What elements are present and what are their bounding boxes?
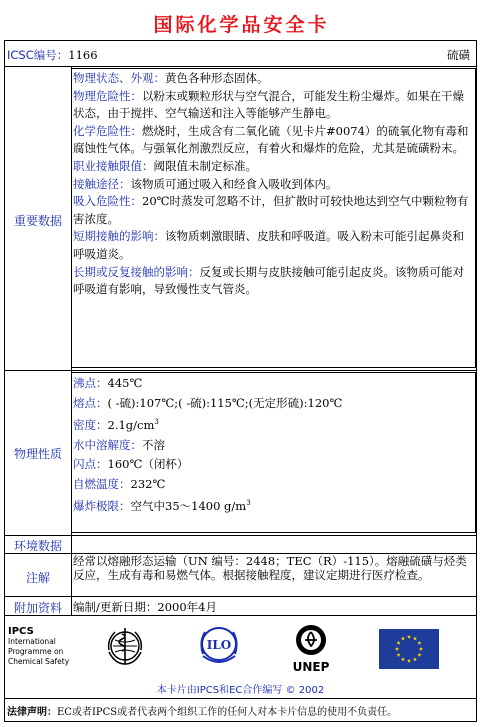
ipcs-line: International [8,637,56,646]
prop-key: 密度： [73,418,108,433]
explosive-limits [73,494,475,516]
divider [5,66,476,67]
unep-logo-icon [287,622,335,676]
flash-point [73,455,475,475]
ipcs-line: Programme on [8,647,64,656]
prop-value: 不溶 [142,437,165,452]
item-value: 反复或长期与皮肤接触可能引起皮炎。该物质可能对呼吸道有影响，导致慢性支气管炎。 [73,264,464,297]
ilo-logo-icon [195,624,243,668]
prop-value: 2.1g/cm [107,418,155,433]
prop-key: 自燃温度： [73,476,131,491]
item-key: 吸入危险性： [73,194,142,209]
autoignition-temperature [73,475,475,495]
item-key: 接触途径： [73,176,131,191]
ilo-logo-text: ILO [206,638,232,652]
icsc-number: 1166 [68,48,98,62]
additional-info-label: 附加资料 [13,601,62,615]
item-exposure-route [73,176,475,194]
notes-label: 注解 [25,571,50,585]
card-title: 国际化学品安全卡 [153,14,330,36]
prop-value: ( -硫):107℃;( -硫):115℃;(无定形硫):120℃ [107,395,343,410]
prop-value: 空气中35～1400 g/m [130,499,247,514]
item-key: 职业接触限值： [73,158,154,173]
density [73,413,475,435]
item-value: 黄色各种形态固体。 [165,71,269,85]
legal-statement [7,703,397,718]
item-key: 长期或反复接触的影响： [73,264,200,279]
eu-flag-icon [379,629,439,669]
melting-point [73,394,475,414]
prop-key: 闪点： [73,457,108,472]
notes-text: 经常以熔融形态运输（UN 编号：2448；TEC（R）-115）。熔融硫磺与烃类反应，生成有毒和易燃气体。根据接触程度，建议定期进行医疗检查。 [73,554,467,582]
icsc-row [7,47,98,63]
unep-logo-text: UNEP [292,660,330,674]
safety-card [4,40,477,722]
chemical-name: 硫磺 [447,48,470,62]
ipcs-logo-text [8,627,69,667]
prop-key: 熔点： [73,395,108,410]
who-logo-icon [103,624,147,668]
environment-data-label: 环境数据 [13,539,62,553]
item-key: 化学危险性： [73,123,142,138]
prop-key: 沸点： [73,376,108,390]
divider [5,535,476,536]
physical-properties-content [73,374,475,517]
boiling-point [73,374,475,394]
item-chemical-hazard [73,123,475,158]
superscript: 3 [154,418,159,427]
prop-key: 爆炸极限： [73,499,131,514]
item-key: 物理状态、外观： [73,71,165,85]
physical-properties-label: 物理性质 [13,447,62,461]
ipcs-line: Chemical Safety [8,657,70,666]
prop-value: 160℃（闭杯） [107,457,189,472]
item-inhalation-risk [73,193,475,228]
item-key: 短期接触的影响： [73,229,165,244]
legal-key: 法律声明： [7,707,57,718]
item-value: 燃烧时，生成含有二氧化硫（见卡片#0074）的硫氧化物有毒和腐蚀性气体。与强氧化剂激烈反应，有着火和爆炸的危险，尤其是硫磺粉末。 [73,123,469,156]
item-value: 以粉末或颗粒形状与空气混合，可能发生粉尘爆炸。如果在干燥状态，由于搅拌、空气输送和注入等能够产生静电。 [73,88,464,121]
item-value: 20℃时蒸发可忽略不计，但扩散时可较快地达到空气中颗粒物有害浓度。 [73,194,469,226]
item-physical-hazard [73,88,475,123]
ipcs-title: IPCS [8,626,34,637]
icsc-label: ICSC编号： [7,48,69,62]
cooperation-caption: 本卡片由IPCS和EC合作编写 © 2002 [156,685,325,696]
item-value: 该物质可通过吸入和经食入吸收到体内。 [130,176,338,191]
item-value: 该物质刺激眼睛、皮肤和呼吸道。吸入粉末可能引起鼻炎和呼吸道炎。 [73,229,464,261]
legal-text: EC或者IPCS或者代表两个组织工作的任何人对本卡片信息的使用不负责任。 [57,707,398,718]
important-data-label: 重要数据 [13,214,62,228]
additional-info-text: 编制/更新日期：2000年4月 [73,600,217,614]
item-key: 物理危险性： [73,88,142,103]
divider [5,698,476,699]
divider [5,596,476,597]
item-exposure-limit [73,158,475,176]
prop-value: 232℃ [130,476,166,491]
item-long-term [73,264,475,299]
prop-key: 水中溶解度： [73,437,142,452]
water-solubility [73,436,475,456]
divider [5,370,476,371]
item-value: 阈限值未制定标准。 [153,158,257,173]
superscript: 3 [246,499,251,508]
important-data-content [73,70,475,299]
item-physical-state [73,70,475,88]
item-short-term [73,228,475,263]
prop-value: 445℃ [107,376,143,390]
